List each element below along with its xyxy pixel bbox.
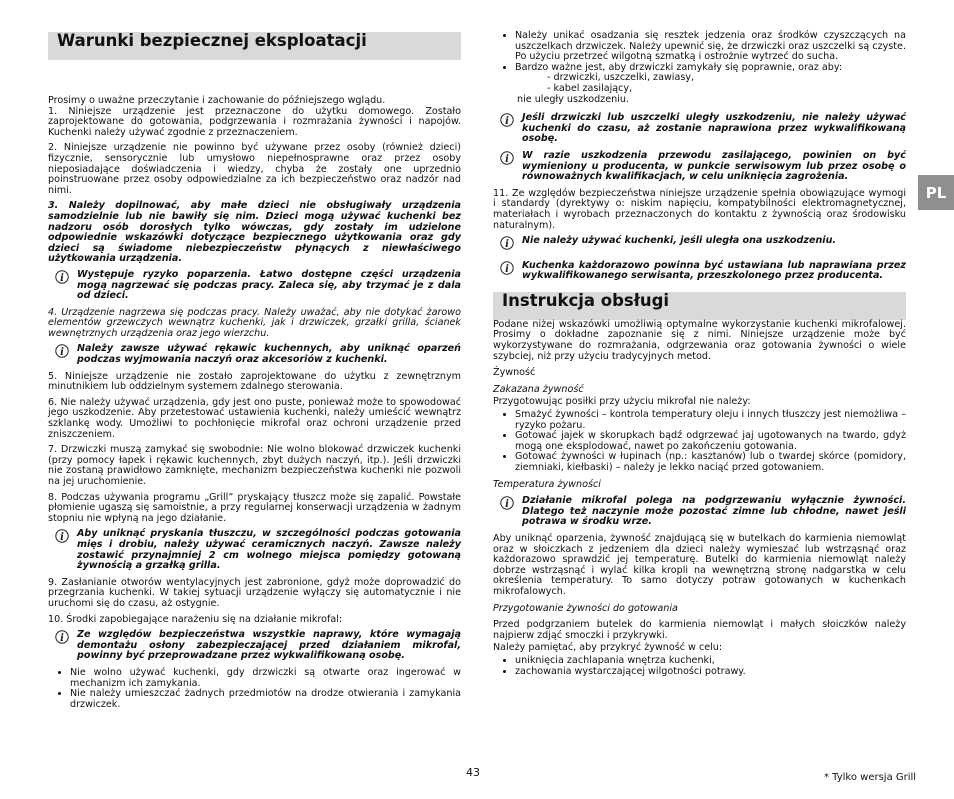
preparation-bullets [493,656,906,677]
note-damaged [493,235,906,250]
paragraph-6: 6. Nie należy używać urządzenia, gdy jest ono puste, ponieważ może to spowodować jego uszkodzenie. Aby przetestować ustawienia kuchenki, należy umieścić wewnątrz szklankę wody. Umożliwi to pochłonięcie mikrofal oraz ochroni urządzenie przed zniszczeniem. [48,396,461,440]
section-heading-instructions: Instrukcja obsługi [493,292,906,320]
footnote: * Tylko wersja Grill [824,772,917,783]
note-door-damage [493,113,906,145]
info-icon [55,344,69,358]
paragraph-4: 4. Urządzenie nagrzewa się podczas pracy. Należy uważać, aby nie dotykać żarowo elementów grzewczych wewnątrz kuchenki, jak i drzwiczek, grzałki grilla, ścianek wewnętrznych urządzenia oraz jego wierzchu. [48,306,461,339]
info-icon [500,151,514,165]
note-text: Należy zawsze używać rękawic kuchennych, aby uniknąć oparzeń podczas wyjmowania naczyń oraz akcesoriów z kuchenki. [77,343,461,366]
paragraph-8: 8. Podczas używania programu „Grill” pryskający tłuszcz może się zapalić. Powstałe płomienie ugaszą się samoistnie, a przy regularnej konserwacji urządzenia w żadnym stopniu nie wpłyną na jego działanie. [48,491,461,524]
note-service [493,261,906,282]
info-icon [500,236,514,250]
info-icon [55,529,69,543]
note-microwaves [493,496,906,528]
paragraph-11: 11. Ze względów bezpieczeństwa niniejsze urządzenie spełnia obowiązujące wymogi i standardy (dyrektywy o: niskim napięciu, kompatybilności elektromagnetycznej, materiałach i wyrobach przeznaczonych do kontaktu z żywnością oraz środowisku naturalnym). [493,187,906,231]
note-text: Aby uniknąć pryskania tłuszczu, w szczególności podczas gotowania mięs i drobiu, należy używać ceramicznych naczyń. Zawsze należy zostawić przynajmniej 2 cm wolnego miejsca pomiędzy gotowaną żywnością a grzałką grilla. [77,528,461,572]
info-icon [500,261,514,275]
paragraph-2: 2. Niniejsze urządzenie nie powinno być używane przez osoby (również dzieci) fizycznie, sensorycznie lub umysłowo niepełnosprawne oraz przez osoby nieposiadające doświadczenia i wiedzy, chyba że zostały one uprzednio poinstruowane przez osoby odpowiedzialne za ich bezpieczeństwo oraz nadzór nad nimi. [48,142,461,196]
note-text: Działanie mikrofal polega na podgrzewaniu wyłącznie żywności. Dlatego też naczynie może pozostać zimne lub chłodne, nawet jeśli potrawa w środku wrze. [522,495,906,528]
paragraph-1: 1. Niniejsze urządzenie jest przeznaczone do użytku domowego. Zostało zaprojektowane do gotowania, podgrzewania i rozmrażania żywności i napojów. Kuchenki należy używać zgodnie z przeznaczeniem. [48,105,461,138]
food-title: Żywność [493,367,536,379]
svg-text:i: i [505,498,509,510]
preparation-title: Przygotowanie żywności do gotowania [493,602,678,614]
list-item: • Nie należy umieszczać żadnych przedmiotów na drodze otwierania i zamykania drzwiczek. [70,689,461,710]
list-item: • uniknięcia zachlapania wnętrza kuchenki, [515,656,906,667]
paragraph-7: 7. Drzwiczki muszą zamykać się swobodnie: Nie wolno blokować drzwiczek kuchenki (przy pomocy łapek i rękawic kuchennych, zbyt dużych naczyń, itp.). Jeśli drzwiczki nie zostaną prawidłowo zamknięte, mechanizm bezpieczeństwa kuchenki nie pozwoli na jej uruchomienie. [48,444,461,487]
svg-text:i: i [60,347,64,359]
door-bullets [48,668,461,710]
note-repairs [48,630,461,662]
note-power-cord [493,151,906,183]
temperature-title: Temperatura żywności [493,478,601,490]
note-text: Nie należy używać kuchenki, jeśli uległa ona uszkodzeniu. [522,235,837,247]
preparation-paragraph: Przed podgrzaniem butelek do karmienia niemowląt i małych słoiczków należy najpierw zdjąć smoczki i przykrywki. [493,619,906,641]
sub-item: - kabel zasilający, [547,82,633,94]
sub-conclusion: nie uległy uszkodzeniu. [517,93,629,105]
language-tab: PL [918,175,954,210]
svg-text:i: i [60,272,64,284]
forbidden-food-bullets [493,410,906,474]
paragraph-10: 10. Środki zapobiegające narażeniu się na działanie mikrofal: [48,613,343,625]
page-number: 43 [466,766,480,779]
left-column [48,32,461,714]
note-text: Ze względów bezpieczeństwa wszystkie naprawy, które wymagają demontażu osłony zabezpieczającej przed działaniem mikrofal, powinny być przeprowadzane przez wykwalifikowaną osobę. [77,629,461,662]
note-text: Występuje ryzyko poparzenia. Łatwo dostępne części urządzenia mogą nagrzewać się podczas pracy. Zaleca się, aby trzymać je z dala od dzieci. [77,268,461,302]
svg-text:i: i [60,632,64,644]
info-icon [500,496,514,510]
forbidden-food-intro: Przygotowując posiłki przy użyciu mikrofal nie należy: [493,396,751,408]
forbidden-food-title: Zakazana żywność [493,383,584,395]
paragraph-3: 3. Należy dopilnować, aby małe dzieci nie obsługiwały urządzenia samodzielnie lub nie bawiły się nim. Dzieci mogą używać kuchenki bez nadzoru osób dorosłych tylko wówczas, gdy zostały im udzielone odpowiednie wskazówki dotyczące bezpiecznego użytkowania oraz gdy dzieci są świadome niebezpieczeństw płynących z niewłaściwego użytkowania urządzenia. [48,200,461,265]
sub-item: - drzwiczki, uszczelki, zawiasy, [547,72,695,84]
note-burn-risk [48,270,461,302]
paragraph-9: 9. Zasłanianie otworów wentylacyjnych jest zabronione, gdyż może doprowadzić do przegrzania kuchenki. W takiej sytuacji urządzenie wyłączy się automatycznie i nie uruchomi się do czasu, aż ostygnie. [48,576,461,609]
intro-text: Prosimy o uważne przeczytanie i zachowanie do późniejszego wglądu. [48,95,386,106]
list-item: • Należy unikać osadzania się resztek jedzenia oraz środków czyszczących na uszczelkach drzwiczek. Należy upewnić się, że drzwiczki oraz uszczelki są czyste. Po użyciu przetrzeć wilgotną szmatką i ostrożnie wytrzeć do sucha. [515,31,906,63]
list-item: • Bardzo ważne jest, aby drzwiczki zamykały się poprawnie, oraz aby: [515,63,906,74]
note-grease [48,529,461,571]
svg-text:i: i [505,238,509,250]
svg-text:i: i [505,115,509,127]
svg-text:i: i [505,153,509,165]
right-column [493,31,906,681]
note-text: W razie uszkodzenia przewodu zasilającego, powinien on być wymieniony u producenta, w punkcie serwisowym lub przez osobę o równoważnych kwalifikacjach, w celu uniknięcia zagrożenia. [522,149,906,183]
section-heading-safety: Warunki bezpiecznej eksploatacji [48,32,461,60]
note-text: Jeśli drzwiczki lub uszczelki uległy uszkodzeniu, nie należy używać kuchenki do czasu, aż zostanie naprawiona przez wykwalifikowaną osobę. [522,112,906,145]
door-care-bullets [493,31,906,73]
paragraph-5: 5. Niniejsze urządzenie nie zostało zaprojektowane do użytku z zewnętrznym minutnikiem lub oddzielnym systemem zdalnego sterowania. [48,370,461,393]
baby-food-paragraph: Aby uniknąć oparzenia, żywność znajdującą się w butelkach do karmienia niemowląt oraz w słoiczkach z jedzeniem dla dzieci należy wymieszać lub wstrząsnąć oraz każdorazowo sprawdzić jej temperaturę. Butelki do karmienia niemowląt należy dobrze wstrząsnąć i wylać kilka kropli na wewnętrzną stronę nadgarstka w celu określenia temperatury. To samo dotyczy potraw gotowanych w kuchenkach mikrofalowych. [493,532,906,597]
note-gloves [48,344,461,365]
svg-text:i: i [60,532,64,544]
info-icon [500,113,514,127]
preparation-paragraph-2: Należy pamiętać, aby przykryć żywność w celu: [493,642,723,654]
list-item: • zachowania wystarczającej wilgotności potrawy. [515,667,906,678]
list-item: • Smażyć żywności – kontrola temperatury oleju i innych tłuszczy jest niemożliwa – ryzyko pożaru. [515,410,906,431]
list-item: • Gotować żywności w łupinach (np.: kasztanów) lub o twardej skórce (pomidory, ziemniaki, kiełbaski) – należy je lekko naciąć przed gotowaniem. [515,452,906,473]
instructions-intro: Podane niżej wskazówki umożliwią optymalne wykorzystanie kuchenki mikrofalowej. Prosimy o dokładne zapoznanie się z nimi. Niniejsze urządzenie może być wykorzystywane do rozmrażania, odgrzewania oraz gotowania żywności o wiele szybciej, niż przy użyciu tradycyjnych metod. [493,318,906,362]
list-item: • Nie wolno używać kuchenki, gdy drzwiczki są otwarte oraz ingerować w mechanizm ich zamykania. [70,668,461,689]
info-icon [55,630,69,644]
svg-text:i: i [505,263,509,275]
info-icon [55,270,69,284]
list-item: • Gotować jajek w skorupkach bądź odgrzewać jaj ugotowanych na twardo, gdyż mogą one eksplodować, nawet po zakończeniu gotowania. [515,431,906,452]
note-text: Kuchenka każdorazowo powinna być ustawiana lub naprawiana przez wykwalifikowanego serwisanta, przeszkolonego przez producenta. [522,259,906,282]
